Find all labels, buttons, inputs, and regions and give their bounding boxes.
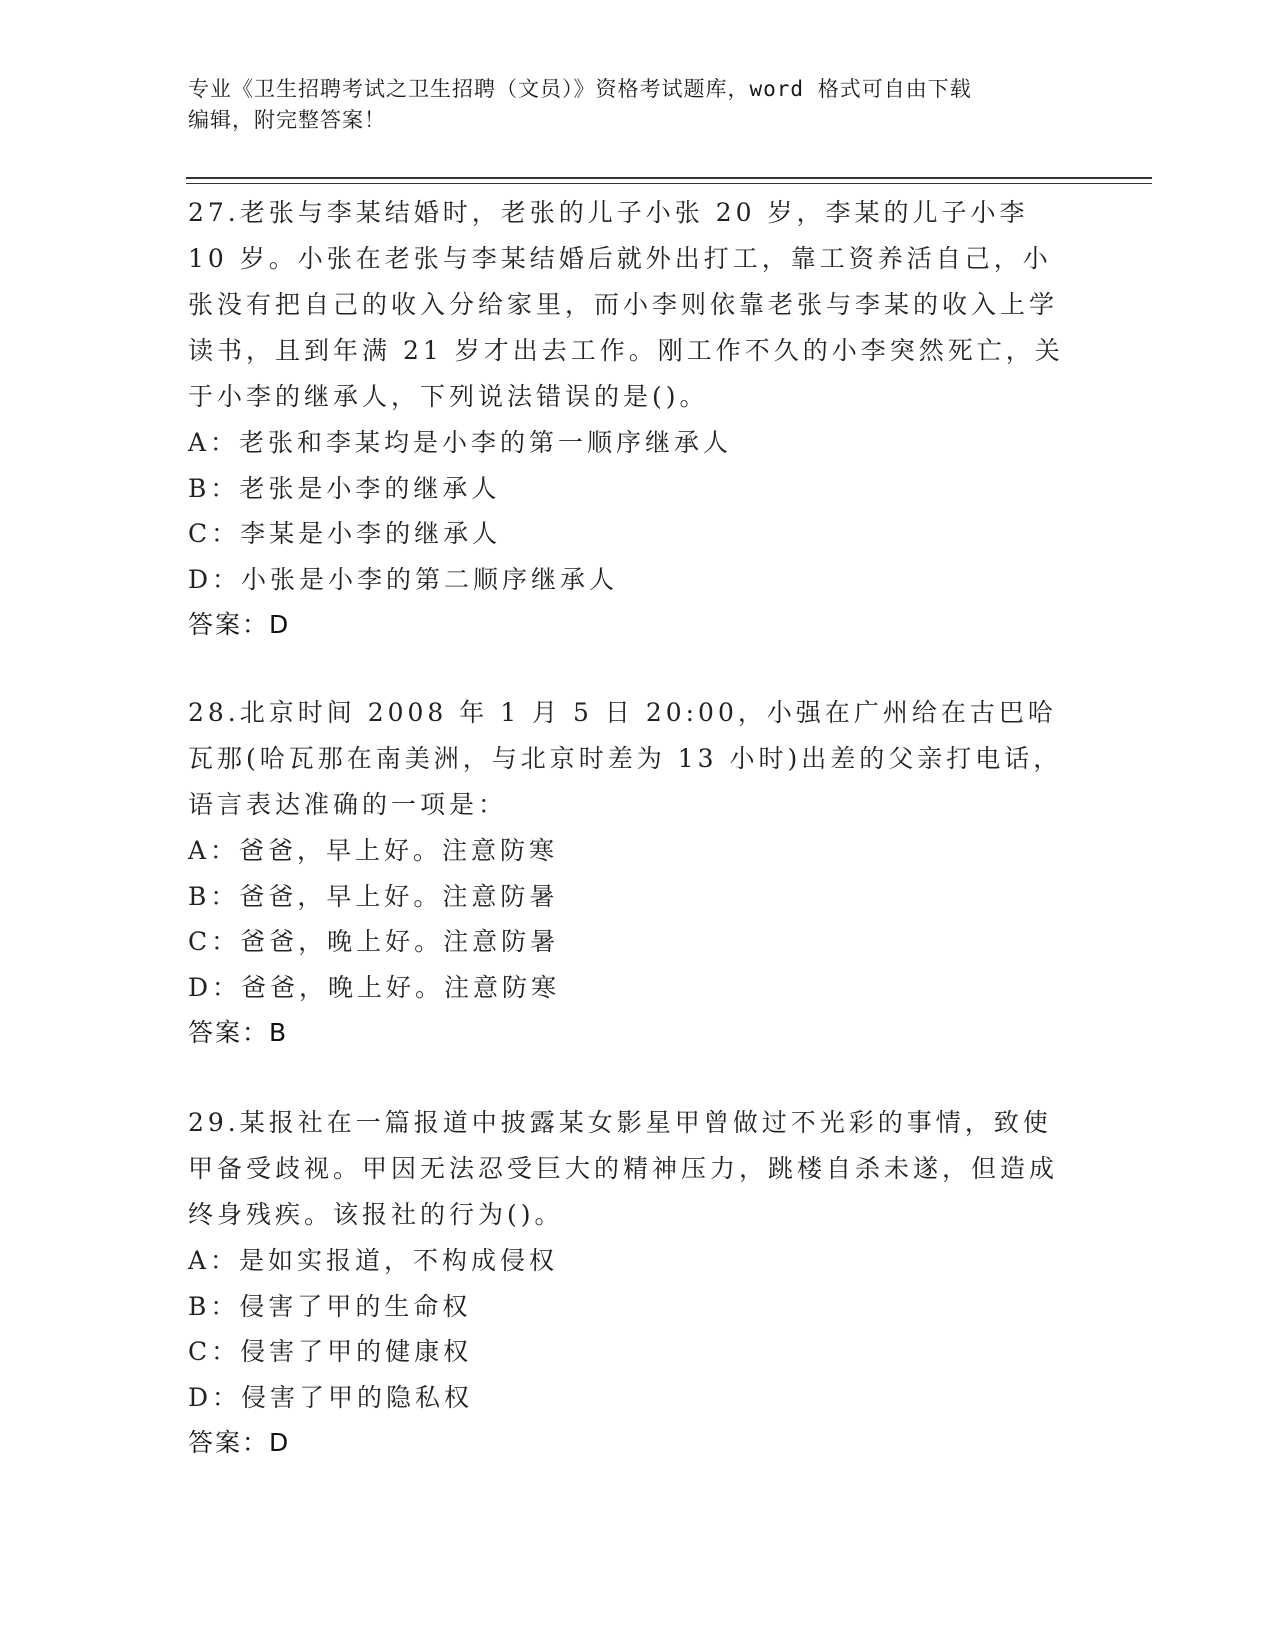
answer: 答案：D [188,1428,291,1457]
option-c: C：李某是小李的继承人 [188,519,502,548]
option-d: D：爸爸，晚上好。注意防寒 [188,972,561,1002]
option-b: B：老张是小李的继承人 [188,473,501,503]
option-b: B：爸爸，早上好。注意防暑 [188,881,559,911]
question-stem: 28.北京时间 2008 年 1 月 5 日 20:00，小强在广州给在古巴哈瓦那(哈瓦那在南美洲，与北京时差为 13 小时)出差的父亲打电话，语言表达准确的一项是： [188,698,1063,819]
option-c: C：爸爸，晚上好。注意防暑 [188,927,560,956]
header-line-1: 专业《卫生招聘考试之卫生招聘（文员）》资格考试题库，word 格式可自由下载 [188,77,972,101]
option-d: D：小张是小李的第二顺序继承人 [188,564,619,594]
document-header [188,74,1068,136]
option-d: D：侵害了甲的隐私权 [188,1382,474,1412]
header-rule-thin [186,183,1152,184]
option-a: A：爸爸，早上好。注意防寒 [188,836,559,865]
question-stem: 27.老张与李某结婚时，老张的儿子小张 20 岁，李某的儿子小李 10 岁。小张在老张与李某结婚后就外出打工，靠工资养活自己，小张没有把自己的收入分给家里，而小李则依靠老张与李某的收入上学读书，且到年满 21 岁才出去工作。刚工作不久的小李突然死亡，关于小李的继承人，下列说法错误的是()。 [188,198,1064,411]
question-stem: 29.某报社在一篇报道中披露某女影星甲曾做过不光彩的事情，致使甲备受歧视。甲因无法忍受巨大的精神压力，跳楼自杀未遂，但造成终身残疾。该报社的行为()。 [188,1108,1059,1229]
header-rule-thick [186,177,1152,179]
answer: 答案：B [188,1018,289,1047]
question-29 [188,1100,1068,1466]
option-a: A：老张和李某均是小李的第一顺序继承人 [188,428,733,457]
option-a: A：是如实报道，不构成侵权 [188,1246,559,1275]
answer: 答案：D [188,610,291,639]
question-28 [188,690,1068,1056]
question-27 [188,190,1068,648]
option-b: B：侵害了甲的生命权 [188,1291,472,1321]
option-c: C：侵害了甲的健康权 [188,1337,473,1366]
header-line-2: 编辑，附完整答案！ [188,108,386,132]
